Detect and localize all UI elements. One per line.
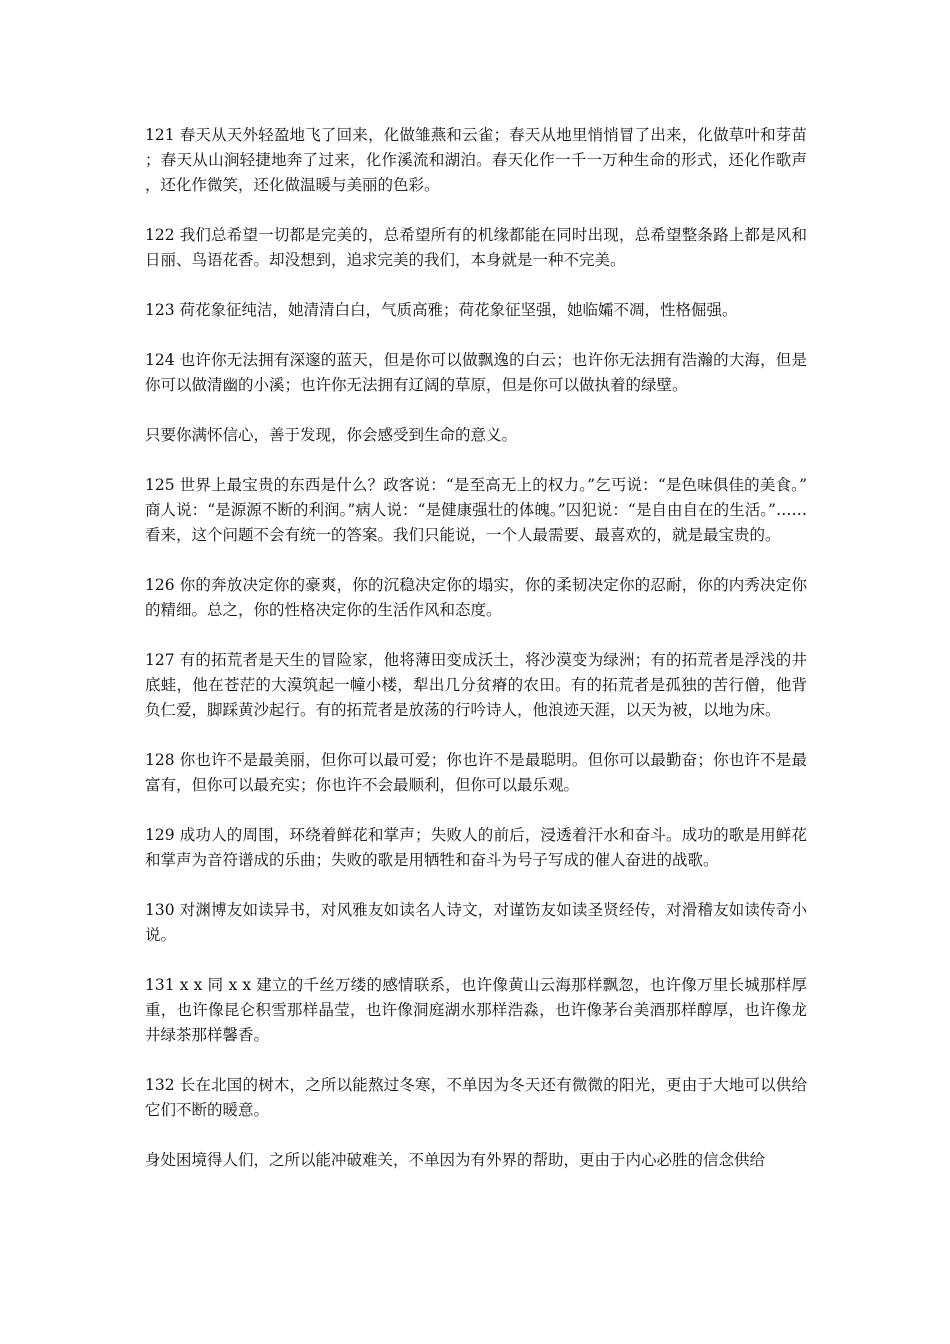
paragraph-130: 130 对渊博友如读异书，对风雅友如读名人诗文，对谨饬友如读圣贤经传，对滑稽友如读传奇小说。	[145, 901, 807, 944]
paragraph-132-continued: 身处困境得人们，之所以能冲破难关，不单因为有外界的帮助，更由于内心必胜的信念供给	[145, 1151, 766, 1169]
paragraph-127: 127 有的拓荒者是天生的冒险家，他将薄田变成沃土，将沙漠变为绿洲；有的拓荒者是浮浅的井底蛙，他在苍茫的大漠筑起一幢小楼，犁出几分贫瘠的农田。有的拓荒者是孤独的苦行僧，他背负仁爱，脚踩黄沙起行。有的拓荒者是放荡的行吟诗人，他浪迹天涯，以天为被，以地为床。	[145, 651, 807, 719]
paragraph-122: 122 我们总希望一切都是完美的，总希望所有的机缘都能在同时出现，总希望整条路上都是风和日丽、鸟语花香。却没想到，追求完美的我们，本身就是一种不完美。	[145, 226, 807, 269]
paragraph-125: 125 世界上最宝贵的东西是什么？政客说：“是至高无上的权力。”乞丐说：“是色味俱佳的美食。”商人说：“是源源不断的利润。”病人说：“是健康强壮的体魄。”囚犯说：“是自由自在的生活。”……看来，这个问题不会有统一的答案。我们只能说，一个人最需要、最喜欢的，就是最宝贵的。	[145, 476, 807, 544]
paragraph-124: 124 也许你无法拥有深邃的蓝天，但是你可以做飘逸的白云；也许你无法拥有浩瀚的大海，但是你可以做清幽的小溪；也许你无法拥有辽阔的草原，但是你可以做执着的绿壁。	[145, 351, 807, 394]
paragraph-131: 131 x x 同 x x 建立的千丝万缕的感情联系，也许像黄山云海那样飘忽，也许像万里长城那样厚重，也许像昆仑积雪那样晶莹，也许像洞庭湖水那样浩淼，也许像茅台美酒那样醇厚，也许像龙井绿茶那样馨香。	[145, 976, 807, 1044]
paragraph-126: 126 你的奔放决定你的豪爽，你的沉稳决定你的塌实，你的柔韧决定你的忍耐，你的内秀决定你的精细。总之，你的性格决定你的生活作风和态度。	[145, 576, 807, 619]
paragraph-123: 123 荷花象征纯洁，她清清白白，气质高雅；荷花象征坚强，她临孀不凋，性格倔强。	[145, 301, 738, 319]
paragraph-128: 128 你也许不是最美丽，但你可以最可爱；你也许不是最聪明。但你可以最勤奋；你也许不是最富有，但你可以最充实；你也许不会最顺利，但你可以最乐观。	[145, 751, 807, 794]
document-body	[145, 123, 807, 1198]
paragraph-132: 132 长在北国的树木，之所以能熬过冬寒，不单因为冬天还有微微的阳光，更由于大地可以供给它们不断的暖意。	[145, 1076, 807, 1119]
paragraph-129: 129 成功人的周围，环绕着鲜花和掌声；失败人的前后，浸透着汗水和奋斗。成功的歌是用鲜花和掌声为音符谱成的乐曲；失败的歌是用牺牲和奋斗为号子写成的催人奋进的战歌。	[145, 826, 807, 869]
paragraph-124-continued: 只要你满怀信心，善于发现，你会感受到生命的意义。	[145, 426, 518, 444]
paragraph-121: 121 春天从天外轻盈地飞了回来，化做雏燕和云雀；春天从地里悄悄冒了出来，化做草叶和芽苗；春天从山涧轻捷地奔了过来，化作溪流和湖泊。春天化作一千一万种生命的形式，还化作歌声，还化作微笑，还化做温暖与美丽的色彩。	[145, 126, 807, 194]
